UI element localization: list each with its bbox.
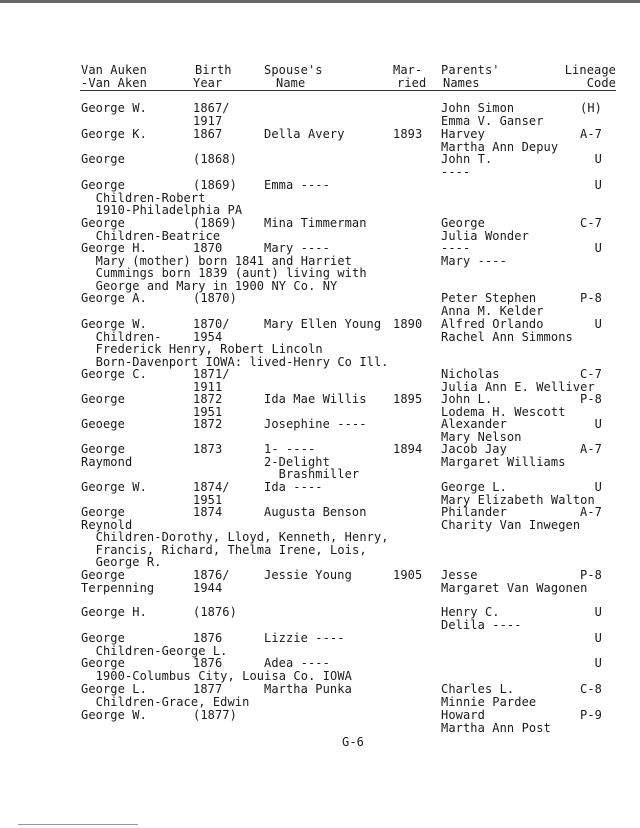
entry-name: George W. — [81, 708, 147, 722]
entry-parent: Mary Elizabeth Walton — [441, 492, 595, 507]
entry-parent: Lodema H. Wescott — [441, 404, 566, 419]
entry-birth-year: 1944 — [193, 580, 223, 595]
entry-spouse: Brashmiller — [264, 467, 360, 482]
entry-lineage-code: C-8 — [580, 682, 602, 696]
entry-parent: Peter Stephen — [441, 291, 537, 305]
entry-parent: John Simon — [441, 101, 515, 115]
entry-spouse: Josephine ---- — [264, 417, 367, 431]
scan-artifact — [18, 824, 138, 825]
entry-lineage-code: P-9 — [580, 708, 602, 722]
entry-name: George — [81, 631, 125, 645]
entry-birth-year: 1873 — [193, 442, 223, 456]
entry-parent: Charity Van Inwegen — [441, 517, 581, 532]
entry-parent: Mary Nelson — [441, 429, 522, 444]
entry-lineage-code: U — [594, 152, 602, 166]
entry-parent: Margaret Williams — [441, 454, 566, 469]
entry-note: Children-George L. — [81, 643, 228, 658]
entry-note: Children-Grace, Edwin — [81, 694, 250, 709]
header-married-line: Mar- — [393, 63, 423, 77]
entry-lineage-code: U — [594, 656, 602, 670]
entry-parent: George L. — [441, 480, 507, 494]
entry-birth-year: 1951 — [193, 492, 223, 507]
entry-lineage-code: U — [594, 317, 602, 331]
entry-parent: Philander — [441, 505, 507, 519]
entry-name: George — [81, 505, 125, 519]
entry-birth-year: (1870) — [193, 291, 237, 305]
entry-note: 1900-Columbus City, Louisa Co. IOWA — [81, 668, 353, 683]
entry-birth-year: 1954 — [193, 329, 223, 344]
entry-note: Children- — [81, 329, 162, 344]
entry-parent: Margaret Van Wagonen — [441, 580, 588, 595]
header-spouse-line: Name — [276, 75, 306, 90]
entry-married-year: 1905 — [393, 568, 423, 582]
entry-lineage-code: (H) — [580, 101, 602, 115]
entry-lineage-code: U — [594, 241, 602, 255]
entry-parent: Minnie Pardee — [441, 694, 537, 709]
entry-name: George — [81, 178, 125, 192]
entry-married-year: 1895 — [393, 392, 423, 406]
entry-name: George C. — [81, 367, 147, 381]
entry-birth-year: 1874/ — [193, 480, 230, 494]
entry-birth-year: 1917 — [193, 113, 223, 128]
entry-birth-year: 1876 — [193, 631, 223, 645]
entry-lineage-code: A-7 — [580, 505, 602, 519]
entry-spouse: Martha Punka — [264, 682, 352, 696]
entry-birth-year: (1877) — [193, 708, 237, 722]
entry-birth-year: 1876 — [193, 656, 223, 670]
entry-parent: Julia Wonder — [441, 228, 529, 243]
entry-name: George — [81, 152, 125, 166]
entry-birth-year: 1872 — [193, 417, 223, 431]
entry-birth-year: 1870 — [193, 241, 223, 255]
entry-parent: Delila ---- — [441, 617, 522, 632]
entry-birth-year: 1911 — [193, 379, 223, 394]
entry-spouse: Della Avery — [264, 127, 345, 141]
header-birth-line: Birth — [195, 63, 232, 77]
entry-lineage-code: A-7 — [580, 127, 602, 141]
entry-spouse: Adea ---- — [264, 656, 330, 670]
entry-name: George — [81, 656, 125, 670]
entry-parent: Emma V. Ganser — [441, 113, 544, 128]
entry-name: George — [81, 568, 125, 582]
entry-name: George L. — [81, 682, 147, 696]
entry-birth-year: 1876/ — [193, 568, 230, 582]
entry-note: 1910-Philadelphia PA — [81, 203, 243, 218]
entry-name: George A. — [81, 291, 147, 305]
entry-parent: ---- — [441, 164, 471, 179]
header-underline — [80, 90, 616, 91]
entry-note: Francis, Richard, Thelma Irene, Lois, — [81, 542, 367, 557]
entry-name: George — [81, 216, 125, 230]
entry-birth-year: 1872 — [193, 392, 223, 406]
entry-birth-year: (1868) — [193, 152, 237, 166]
entry-lineage-code: P-8 — [580, 291, 602, 305]
entry-parent: Henry C. — [441, 605, 500, 619]
entry-parent: Nicholas — [441, 367, 500, 381]
header-name-line: -Van Aken — [81, 75, 147, 90]
entry-name: George W. — [81, 101, 147, 115]
entry-married-year: 1893 — [393, 127, 423, 141]
entry-birth-year: 1867/ — [193, 101, 230, 115]
header-name-line: Van Auken — [81, 63, 147, 77]
entry-name: George — [81, 392, 125, 406]
entry-name: George — [81, 442, 125, 456]
entry-parent: Martha Ann Post — [441, 720, 551, 735]
entry-birth-year: 1870/ — [193, 317, 230, 331]
entry-spouse: Ida Mae Willis — [264, 392, 367, 406]
entry-spouse: Mary ---- — [264, 241, 330, 255]
entry-lineage-code: C-7 — [580, 367, 602, 381]
entry-lineage-code: P-8 — [580, 392, 602, 406]
entry-birth-year: (1869) — [193, 178, 237, 192]
entry-spouse: Emma ---- — [264, 178, 330, 192]
header-lineage-line: Code — [586, 75, 616, 90]
entry-lineage-code: P-8 — [580, 568, 602, 582]
entry-note: Mary (mother) born 1841 and Harriet — [81, 253, 353, 268]
page-top-edge — [0, 0, 640, 3]
entry-note: Frederick Henry, Robert Lincoln — [81, 342, 323, 357]
entry-parent: Jacob Jay — [441, 442, 507, 456]
entry-lineage-code: C-7 — [580, 216, 602, 230]
entry-name: Raymond — [81, 454, 133, 469]
entry-name: George H. — [81, 241, 147, 255]
entry-lineage-code: U — [594, 605, 602, 619]
header-parents-line: Names — [443, 75, 480, 90]
entry-spouse: 2-Delight — [264, 454, 330, 469]
entry-birth-year: 1871/ — [193, 367, 230, 381]
entry-birth-year: 1951 — [193, 404, 223, 419]
entry-parent: George — [441, 216, 485, 230]
entry-parent: Mary ---- — [441, 253, 507, 268]
entry-spouse: Mina Timmerman — [264, 216, 367, 230]
header-married-line: ried — [397, 75, 427, 90]
header-spouse-line: Spouse's — [264, 63, 323, 77]
entry-name: Reynold — [81, 517, 133, 532]
entry-name: George H. — [81, 605, 147, 619]
header-parents-line: Parents' — [441, 63, 500, 77]
entry-spouse: Jessie Young — [264, 568, 352, 582]
header-lineage-line: Lineage — [564, 63, 616, 77]
entry-parent: John L. — [441, 392, 493, 406]
entry-spouse: 1- ---- — [264, 442, 316, 456]
entry-spouse: Ida ---- — [264, 480, 323, 494]
entry-parent: Jesse — [441, 568, 478, 582]
entry-parent: Martha Ann Depuy — [441, 139, 559, 154]
entry-parent: ---- — [441, 241, 471, 255]
entry-married-year: 1894 — [393, 442, 423, 456]
entry-parent: Julia Ann E. Welliver — [441, 379, 595, 394]
entry-name: Geoege — [81, 417, 125, 431]
entry-note: Children-Beatrice — [81, 228, 221, 243]
entry-birth-year: (1876) — [193, 605, 237, 619]
entry-spouse: Lizzie ---- — [264, 631, 345, 645]
entry-lineage-code: U — [594, 178, 602, 192]
entry-spouse: Augusta Benson — [264, 505, 367, 519]
entry-note: Cummings born 1839 (aunt) living with — [81, 266, 367, 281]
entry-parent: Alexander — [441, 417, 507, 431]
header-birth-line: Year — [193, 75, 223, 90]
entry-parent: Charles L. — [441, 682, 515, 696]
entry-birth-year: 1874 — [193, 505, 223, 519]
entry-parent: Rachel Ann Simmons — [441, 329, 573, 344]
entry-note: George R. — [81, 555, 162, 570]
entry-lineage-code: U — [594, 631, 602, 645]
entry-married-year: 1890 — [393, 317, 423, 331]
entry-parent: Howard — [441, 708, 485, 722]
entry-lineage-code: U — [594, 480, 602, 494]
entry-lineage-code: U — [594, 417, 602, 431]
entry-parent: John T. — [441, 152, 493, 166]
entry-note: George and Mary in 1900 NY Co. NY — [81, 278, 338, 293]
entry-note: Children-Dorothy, Lloyd, Kenneth, Henry, — [81, 530, 389, 545]
entry-birth-year: 1877 — [193, 682, 223, 696]
entry-note: Born-Davenport IOWA: lived-Henry Co Ill. — [81, 354, 389, 369]
entry-parent: Alfred Orlando — [441, 317, 544, 331]
entry-name: Terpenning — [81, 580, 155, 595]
page-number: G-6 — [342, 735, 364, 749]
entry-name: George W. — [81, 317, 147, 331]
entry-name: George W. — [81, 480, 147, 494]
entry-spouse: Mary Ellen Young — [264, 317, 382, 331]
entry-name: George K. — [81, 127, 147, 141]
entry-parent: Anna M. Kelder — [441, 303, 544, 318]
entry-note: Children-Robert — [81, 190, 206, 205]
entry-lineage-code: A-7 — [580, 442, 602, 456]
entry-birth-year: (1869) — [193, 216, 237, 230]
entry-birth-year: 1867 — [193, 127, 223, 141]
entry-parent: Harvey — [441, 127, 485, 141]
